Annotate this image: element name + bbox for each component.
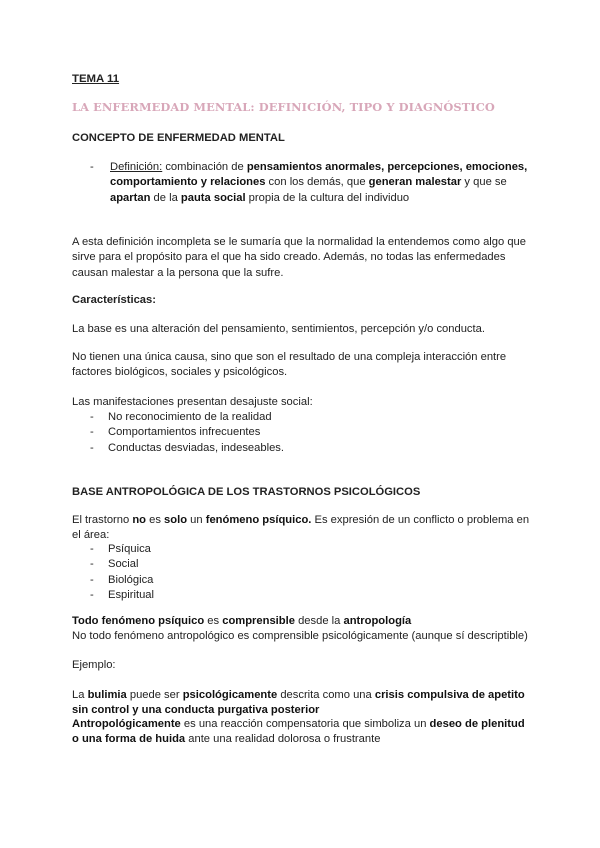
example-bulimia xyxy=(72,688,532,719)
bold-text: bulimia xyxy=(87,689,127,701)
manifestations-list xyxy=(72,410,532,456)
text: Es expresión de un conflicto o problema en el área: xyxy=(72,514,530,542)
bold-text: psicológicamente xyxy=(182,689,278,701)
text: La xyxy=(72,689,88,701)
bold-text: no xyxy=(132,514,146,526)
bold-text: antropología xyxy=(343,615,412,627)
topic-number: TEMA 11 xyxy=(72,73,120,85)
bold-text: crisis compulsiva de apetito sin control y una conducta purgativa posterior xyxy=(72,689,525,717)
text: es xyxy=(146,514,165,526)
bold-text: Antropológicamente xyxy=(72,718,181,730)
list-item: - Conductas desviadas, indeseables. xyxy=(72,441,532,456)
text: de la xyxy=(150,191,181,204)
statement-comprehensible xyxy=(72,614,532,629)
section-heading-concept: CONCEPTO DE ENFERMEDAD MENTAL xyxy=(72,132,285,144)
list-item: - Comportamientos infrecuentes xyxy=(72,425,532,440)
bold-text: comprensible xyxy=(222,615,295,627)
text: ante una realidad dolorosa o frustrante xyxy=(185,733,381,746)
manifestations-intro: Las manifestaciones presentan desajuste social: xyxy=(72,396,313,408)
text: y que se xyxy=(461,176,507,189)
characteristic-causes: No tienen una única causa, sino que son el resultado de una compleja interacción entre factores biológicos, sociales y psicológicos. xyxy=(72,351,507,379)
bold-text: fenómeno psíquico. xyxy=(205,514,312,526)
bold-text: apartan xyxy=(110,191,151,204)
disorder-intro xyxy=(72,513,532,544)
example-label: Ejemplo: xyxy=(72,659,116,671)
text: combinación de xyxy=(162,161,247,173)
definition-label: Definición: xyxy=(110,161,163,173)
list-item: - No reconocimiento de la realidad xyxy=(72,410,532,425)
areas-list xyxy=(72,542,532,604)
section-heading-anthropology: BASE ANTROPOLÓGICA DE LOS TRASTORNOS PSICOLÓGICOS xyxy=(72,486,421,498)
definition-item xyxy=(72,160,532,206)
characteristic-base: La base es una alteración del pensamiento, sentimientos, percepción y/o conducta. xyxy=(72,323,485,335)
text: El trastorno xyxy=(72,514,133,526)
document-title: LA ENFERMEDAD MENTAL: DEFINICIÓN, TIPO Y DIAGNÓSTICO xyxy=(72,100,495,114)
text: es xyxy=(204,615,223,627)
text: desde la xyxy=(294,615,344,627)
bold-text: deseo de plenitud o una forma de huida xyxy=(72,718,525,746)
bold-text: generan malestar xyxy=(368,176,462,189)
text: propia de la cultura del individuo xyxy=(245,191,410,204)
list-item: - Social xyxy=(72,557,532,572)
bold-text: solo xyxy=(164,514,188,526)
bold-text: pauta social xyxy=(180,191,246,204)
text: puede ser xyxy=(126,689,183,701)
bold-text: Todo fenómeno psíquico xyxy=(72,615,205,627)
bold-text: pensamientos anormales, percepciones, emociones, comportamiento y relaciones xyxy=(110,161,528,189)
list-item: - Biológica xyxy=(72,573,532,588)
example-anthropological xyxy=(72,717,532,748)
normality-paragraph: A esta definición incompleta se le sumaría que la normalidad la entendemos como algo que sirve para el propósito para el que ha sido creado. Además, no todas las enfermedades causan malestar a la persona que la sufre. xyxy=(72,236,526,279)
definition-list xyxy=(72,160,532,206)
list-item: - Psíquica xyxy=(72,542,532,557)
characteristics-heading: Características: xyxy=(72,294,156,306)
list-item: - Espiritual xyxy=(72,588,532,603)
text: con los demás, que xyxy=(265,176,369,189)
text: descrita como una xyxy=(277,689,375,701)
statement-not-all: No todo fenómeno antropológico es comprensible psicológicamente (aunque sí descriptible) xyxy=(72,630,528,642)
text: es una reacción compensatoria que simboliza un xyxy=(180,718,430,730)
text: un xyxy=(187,514,206,526)
